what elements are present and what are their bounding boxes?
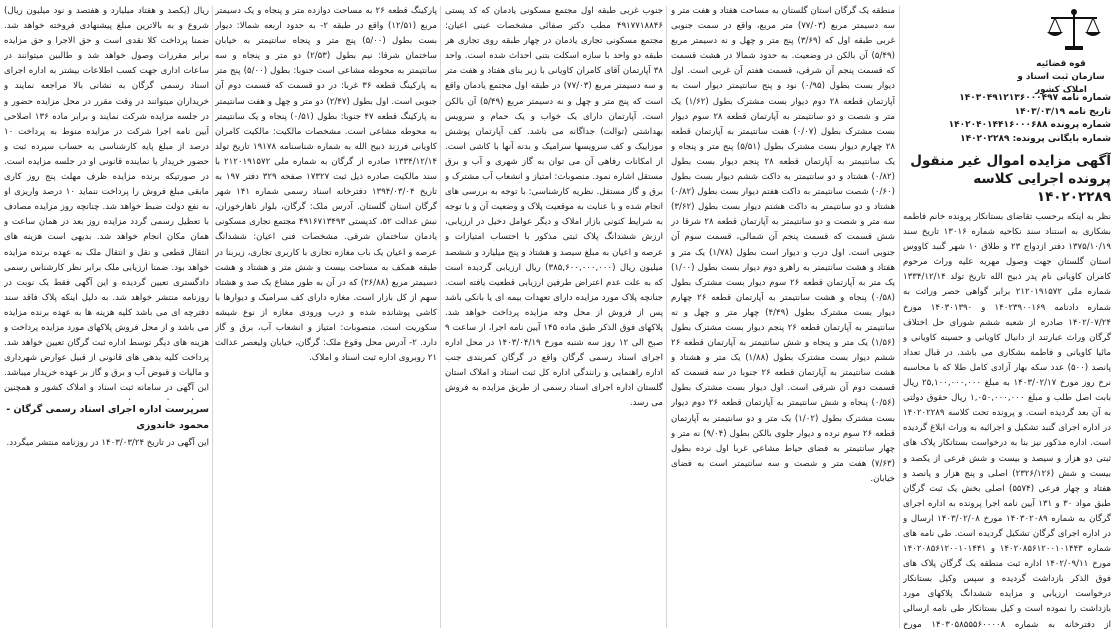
signature-name: محمود خاندوزی — [136, 420, 209, 431]
column-5-text: ریال (یکصد و هفتاد میلیارد و هفتصد و نود میلیون ریال) شروع و به بالاترین مبلغ پیشنهادی فروخته خواهد شد. ضمنا پرداخت کلا نقدی است و حق الاجرا و حق مزایده برابر مقررات وصول خواهد شد و طالبین میتوانند در ساعات اداری جهت کسب اطلاعات بیشتر به اداره اجرای اسناد رسمی گرگان به نشانی بالا مراجعه نمایند و خریداران میتوانند در وقت مقرر در محل مزایده حضور و در جلسه مزایده شرکت نمایند و برابر ماده ۱۳۶ اصلاحی آیین نامه اجرا شرکت در مزایده منوط به پرداخت ۱۰ درصد از مبلغ پایه کارشناسی به حساب سپرده ثبت و حضور خریدار یا نماینده قانونی او در جلسه مزایده است. در صورتیکه برنده مزایده ظرف مهلت پنج روز کاری مابقی مبلغ فروش را پرداخت ننماید ۱۰ درصد واریزی او به نفع دولت ضبط خواهد شد. چنانچه روز مزایده مصادف با تعطیل رسمی گردد مزایده روز بعد در همان ساعت و همان مکان انجام خواهد شد. بدیهی است هزینه های انتقال قطعی و نقل و انتقال ملک به عهده برنده مزایده خواهد بود. ضمنا ارزیابی ملک برابر نظر کارشناس رسمی دادگستری تعیین گردیده و این آگهی فقط یک نوبت در روزنامه منتشر خواهد شد. به دلیل اینکه پلاک فاقد سند دفترچه ای می باشد کلیه هزینه ها به عهده برنده مزایده می باشد و از محل فروش پلاکهای مورد مزایده پرداخت و هزینه های دیگر توسط اداره ثبت گرگان تعیین خواهد شد. پرداخت کلیه بدهی های قانونی از قبیل عوارض شهرداری و مالیات و قبوض آب و برق و گاز بر عهده خریدار میباشد. این آگهی در سامانه ثبت اسناد و املاک کشور و همچنین — [4, 6, 209, 394]
column-5-tail-text: این آگهی در تاریخ ۱۴۰۳/۰۳/۲۴ در روزنامه منتشر میگردد. — [6, 438, 209, 448]
column-divider — [666, 6, 667, 628]
column-2-text: منطقه یک گرگان استان گلستان به مساحت هفتاد و هفت متر و سه دسیمتر مربع (۷۷/۰۳) متر مربع، واقع در سمت جنوبی غربی طبقه اول که (۳/۶۹) پنج متر و چهل و نه دسیمتر مربع (۵/۴۹) آن بالکن در وضعیت. به حدود شمالا در هشت قسمت که قسمت پنجم آن شرقی، قسمت هفتم آن غربی است. اول دیوار بست بطول (۰/۹۵) نود و پنج سانتیمتر دیوار است به آپارتمان قطعه ۲۸ دوم دیوار بست مشترک بطول (۱/۶۲) یک متر و شصت و دو سانتیمتر به آپارتمان قطعه ۲۸ سوم دیوار بست مشترک بطول (۰/۰۷) هفت سانتیمتر به آپارتمان قطعه ۲۸ چهارم دیوار بست مشترک بطول (۵/۵۱) پنج متر و پنجاه و یک سانتیمتر به آپارتمان قطعه ۲۸ پنجم دیوار بست بطول (۰/۸۲) هشتاد و دو سانتیمتر به داکت ششم دیوار بست بطول (۰/۶۰) شصت سانتیمتر به داکت هفتم دیوار بست بطول (۰/۸۲) هشتاد و دو سانتیمتر به داکت هشتم دیوار بست بطول (۳/۶۲) سه متر و شصت و دو سانتیمتر به آپارتمان قطعه ۲۸ شرقا در شش قسمت که قسمت پنجم آن شمالی، قسمت سوم آن جنوبی است. اول درب و دیوار است بطول (۱/۷۸) یک متر و هفتاد و هشت سانتیمتر به راهرو دوم دیوار بست بطول (۱/۰۰) یک متر به آپارتمان قطعه ۲۶ سوم دیوار بست مشترک بطول (۰/۵۸) پنجاه و هشت سانتیمتر به آپارتمان قطعه ۲۶ چهارم دیوار بست مشترک بطول (۴/۴۹) چهار متر و چهل و نه سانتیمتر به آپارتمان قطعه ۲۶ پنجم دیوار بست مشترک بطول (۱/۵۶) یک متر و پنجاه و شش سانتیمتر به آپارتمان قطعه ۲۶ ششم دیوار بست مشترک بطول (۱/۸۸) یک متر و هشتاد و هشت سانتیمتر به آپارتمان قطعه ۲۶ جنوبا در سه قسمت که قسمت دوم آن شرقی است. اول دیوار بست مشترک بطول (۰/۵۶) پنجاه و شش سانتیمتر به آپارتمان قطعه ۲۶ دوم دیوار بست مشترک بطول (۱/۰۲) یک متر و دو سانتیمتر به آپارتمان قطعه ۲۶ سوم نرده و دیوار جلوی بالکن بطول (۹/۰۴) نه متر و چهار سانتیمتر به فضای حیاط مشاعی غربا اول نرده بطول (۷/۶۳) هفت متر و شصت و سه سانتیمتر است به فضای خیابان. — [671, 6, 895, 484]
scales-of-justice-icon — [1043, 6, 1105, 56]
archive-number: شماره بایگانی پرونده: ۱۴۰۲۰۲۲۸۹ — [960, 133, 1111, 144]
column-4 — [215, 4, 437, 630]
column-divider — [212, 6, 213, 628]
column-3 — [445, 4, 663, 630]
column-2 — [671, 4, 895, 630]
organization-name — [1011, 58, 1111, 97]
file-number: شماره پرونده ۱۴۰۲۰۴۰۱۴۴۱۶۰۰۰۶۸۸ — [948, 120, 1111, 130]
column-divider — [440, 6, 441, 628]
letter-number: شماره نامه ۱۴۰۳۰۴۹۱۲۱۳۶۰۰۰۴۹۷ — [959, 93, 1111, 103]
column-1 — [903, 4, 1111, 630]
column-4-text: پارکینگ قطعه ۲۶ به مساحت دوازده متر و پنجاه و یک دسیمتر مربع (۱۲/۵۱) واقع در طبقه ۲- به حدود اربعه شمالا: دیوار بست بطول (۵/۰۰) پنج متر و پنجاه سانتیمتر به خیابان ساختمان شرقا: نیم بطول (۲/۵۳) دو متر و پنجاه و سه سانتیمتر به محوطه مشاعی است جنوبا: بطول (۵/۰۰) پنج متر به پارکینگ قطعه ۳۶ غربا: در دو قسمت که قسمت دوم آن جنوبی است. اول بطول (۲/۴۷) دو متر و چهل و هفت سانتیمتر به پارکینگ قطعه ۴۷ جنوبا: بطول (۰/۵۱) پنجاه و یک سانتیمتر به محوطه مشاعی است. مشخصات مالکیت: مالکیت کامران کاویانی فرزند ذبیح الله به شماره شناسنامه ۱۹۱۷۸ تاریخ تولد ۱۳۳۴/۱۲/۱۴ صادره از گرگان به شماره ملی ۲۱۲۰۱۹۱۵۷۲ با سند مالکیت صادره ذیل ثبت ۱۷۳۲۷ صفحه ۳۲۹ دفتر ۱۹۷ به تاریخ ۱۳۹۴/۰۳/۰۴ دفترخانه اسناد رسمی شماره ۱۴۱ شهر گرگان استان گلستان. آدرس ملک: گرگان، بلوار ناهارخوران، نبش عدالت ۵۲، کدپستی ۴۹۱۶۷۱۳۴۹۳ مجتمع تجاری مسکونی یادمان ساختمان شرقی. مشخصات فنی اعیان: ششدانگ عرصه و اعیان یک باب مغازه تجاری با کاربری تجاری، زیربنا در طبقه همکف به مساحت بیست و شش متر و هشتاد و هشت دسیمتر مربع (۲۶/۸۸) که در آن به طور مشاع یک صد و هشتاد سهم از کل بازار است. مغازه دارای کف سرامیک و دیوارها با کاشی پوشانده شده و درب ورودی مغازه از نوع شیشه سکوریت است. منصوبات: امتیاز و انشعاب آب، برق و گاز دارد. ۲- آدرس محل وقوع ملک: گرگان، خیابان ولیعصر عدالت ۲۱ روبروی اداره ثبت اسناد و املاک. — [215, 6, 437, 364]
org-registration: سازمان ثبت اسناد و املاک کشور — [1017, 72, 1105, 95]
column-divider — [899, 6, 900, 628]
notice-title: آگهی مزایده اموال غیر منقول پرونده اجرایی کلاسه ۱۴۰۲۰۲۲۸۹ — [910, 153, 1111, 205]
column-3-text: جنوب غربی طبقه اول مجتمع مسکونی یادمان که کد پستی ۴۹۱۷۷۱۸۸۴۶ مطب دکتر صفائی مشخصات عینی اعیان: مجتمع مسکونی تجاری یادمان در چهار طبقه روی تجاری هر طبقه دو واحد با سازه اسکلت بتنی احداث شده است. واحد ۳۸ آپارتمان آقای کامران کاویانی با زیر بنای هفتاد و هفت متر و سه دسیمتر مربع (۷۷/۰۳) در طبقه اول مجتمع یادمان واقع است که پنج متر و چهل و نه دسیمتر مربع (۵/۴۹) آن بالکن است. آپارتمان دارای یک خواب و یک حمام و سرویس بهداشتی (توالت) جداگانه می باشد. کف آپارتمان پوشش موزاییک و کف سرویسها سرامیک و بدنه آنها با کاشی است. از امکانات رفاهی آن می توان به گاز شهری و آب و برق مستقل اشاره نمود. منصوبات: امتیاز و انشعاب آب مشترک و برق و گاز مستقل. نظریه کارشناسی: با توجه به بررسی های انجام شده و با عنایت به موقعیت پلاک و وضعیت آن و با توجه به شرایط کنونی بازار املاک و دیگر عوامل دخیل در ارزیابی، ارزش ششدانگ پلاک ثبتی مذکور با احتساب امتیازات و عرصه و اعیان به مبلغ سیصد و هشتاد و پنج میلیارد و ششصد میلیون ریال (۳۸۵,۶۰۰,۰۰۰,۰۰۰) ریال ارزیابی گردیده است که به علت عدم اعتراض طرفین ارزیابی قطعیت یافته است. جنانچه پلاک مورد مزایده دارای تعهدات بیمه ای یا بانکی باشد پس از فروش از محل وجه مزایده پرداخت خواهد شد. پلاکهای فوق الذکر طبق ماده ۱۴۵ آیین نامه اجرا، از ساعت ۹ صبح الی ۱۲ روز سه شنبه مورخ ۱۴۰۳/۰۴/۱۹ در محل اداره اجرای اسناد رسمی گرگان واقع در گرگان کمربندی جنب اداره راهنمایی و رانندگی اداره کل ثبت اسناد و املاک استان گلستان اداره اجرای اسناد رسمی از طریق مزایده به فروش می رسد. — [445, 6, 663, 409]
column-5 — [4, 4, 209, 630]
letter-date: تاریخ نامه ۱۴۰۳/۰۳/۱۹ — [1014, 106, 1111, 117]
signature-office: سرپرست اداره اجرای اسناد رسمی گرگان - — [6, 404, 209, 415]
header-block — [903, 4, 1111, 95]
org-judiciary: قوه قضائیه — [1036, 59, 1086, 69]
reference-numbers — [903, 92, 1111, 146]
column-1-text: نظر به اینکه برحسب تقاضای بستانکار پرونده خانم فاطمه بشکاری به استناد سند نکاحیه شماره ۱۳۰۱۶ تاریخ سند ۱۳۷۵/۱۰/۱۹ دفتر ازدواج ۲۳ و طلاق ۱۰ شهر گنبد کاووس استان گلستان جهت وصول مهریه علیه وراث مرحوم کامران کاویانی نام پدر ذبیح الله تاریخ تولد ۱۳۳۴/۱۲/۱۴ شماره ملی ۲۱۲۰۱۹۱۵۷۲ برابر گواهی حصر وراثت به شماره دادنامه ۱۴۰۲۳۹۰۰۱۶۹ و ۱۴۰۳۰۱۳۹۰ مورخ ۱۴۰۲/۰۷/۲۴ صادره از شعبه ششم شورای حل اختلاف گرگان وراث عبارتند از دانیال کاویانی و حسینه کاویانی و مائیا کاویانی و فاطمه بشکاری می باشد. در قبال تعداد پانصد (۵۰۰) عدد سکه بهار آزادی کامل طلا که با محاسبه نرخ روز مورخ ۱۴۰۳/۰۲/۱۷ به مبلغ ۲۵,۱۰۰,۰۰۰,۰۰۰ ریال بابت اصل طلب و مبلغ ۱,۰۵۰,۰۰۰,۰۰۰ ریال حقوق دولتی به آن بعد گردیده است. و پرونده تحت کلاسه ۱۴۰۲۰۲۲۸۹ در اداره اجرای گنبد تشکیل و اجرائیه به وراث ابلاغ گردیده است. اداره مذکور نیز بنا به درخواست بستانکار پلاک های ثبتی دو هزار و سیصد و بیست و شش فرعی از یکصد و بیست و شش (۲۳۲۶/۱۲۶) اصلی و پنج هزار و پانصد و هفتاد و چهار فرعی (۵۵۷۴) اصلی بخش یک ثبت گرگان طبق مواد ۳۰ و ۱۳۱ آیین نامه اجرا پرونده به اداره اجرای گرگان به شماره ۱۴۰۳۰۲۰۸۹ مورخ ۱۴۰۳/۰۲/۰۸ ارسال و در اداره اجرای گرگان تشکیل گردیده است. طی نامه های شماره ۱۴۰۲۰۸۵۶۱۲۰۰۱۰۱۴۴۳ و ۱۴۰۲۰۸۵۶۱۲۰۰۱۰۱۴۴۱ مورخ ۱۴۰۲/۰۹/۱۱ اداره ثبت منطقه یک گرگان پلاک های فوق الذکر بازداشت گردیده و سپس وکیل بستانکار درخواست ارزیابی و مزایده ششدانگ پلاکهای مورد بازداشت را نموده است و کیل بستانکار طی نامه ارسالی از دفترخانه به شماره ۱۴۰۳۰۵۸۵۵۵۶۰۰۰۰۸ مورخ — [903, 212, 1111, 630]
